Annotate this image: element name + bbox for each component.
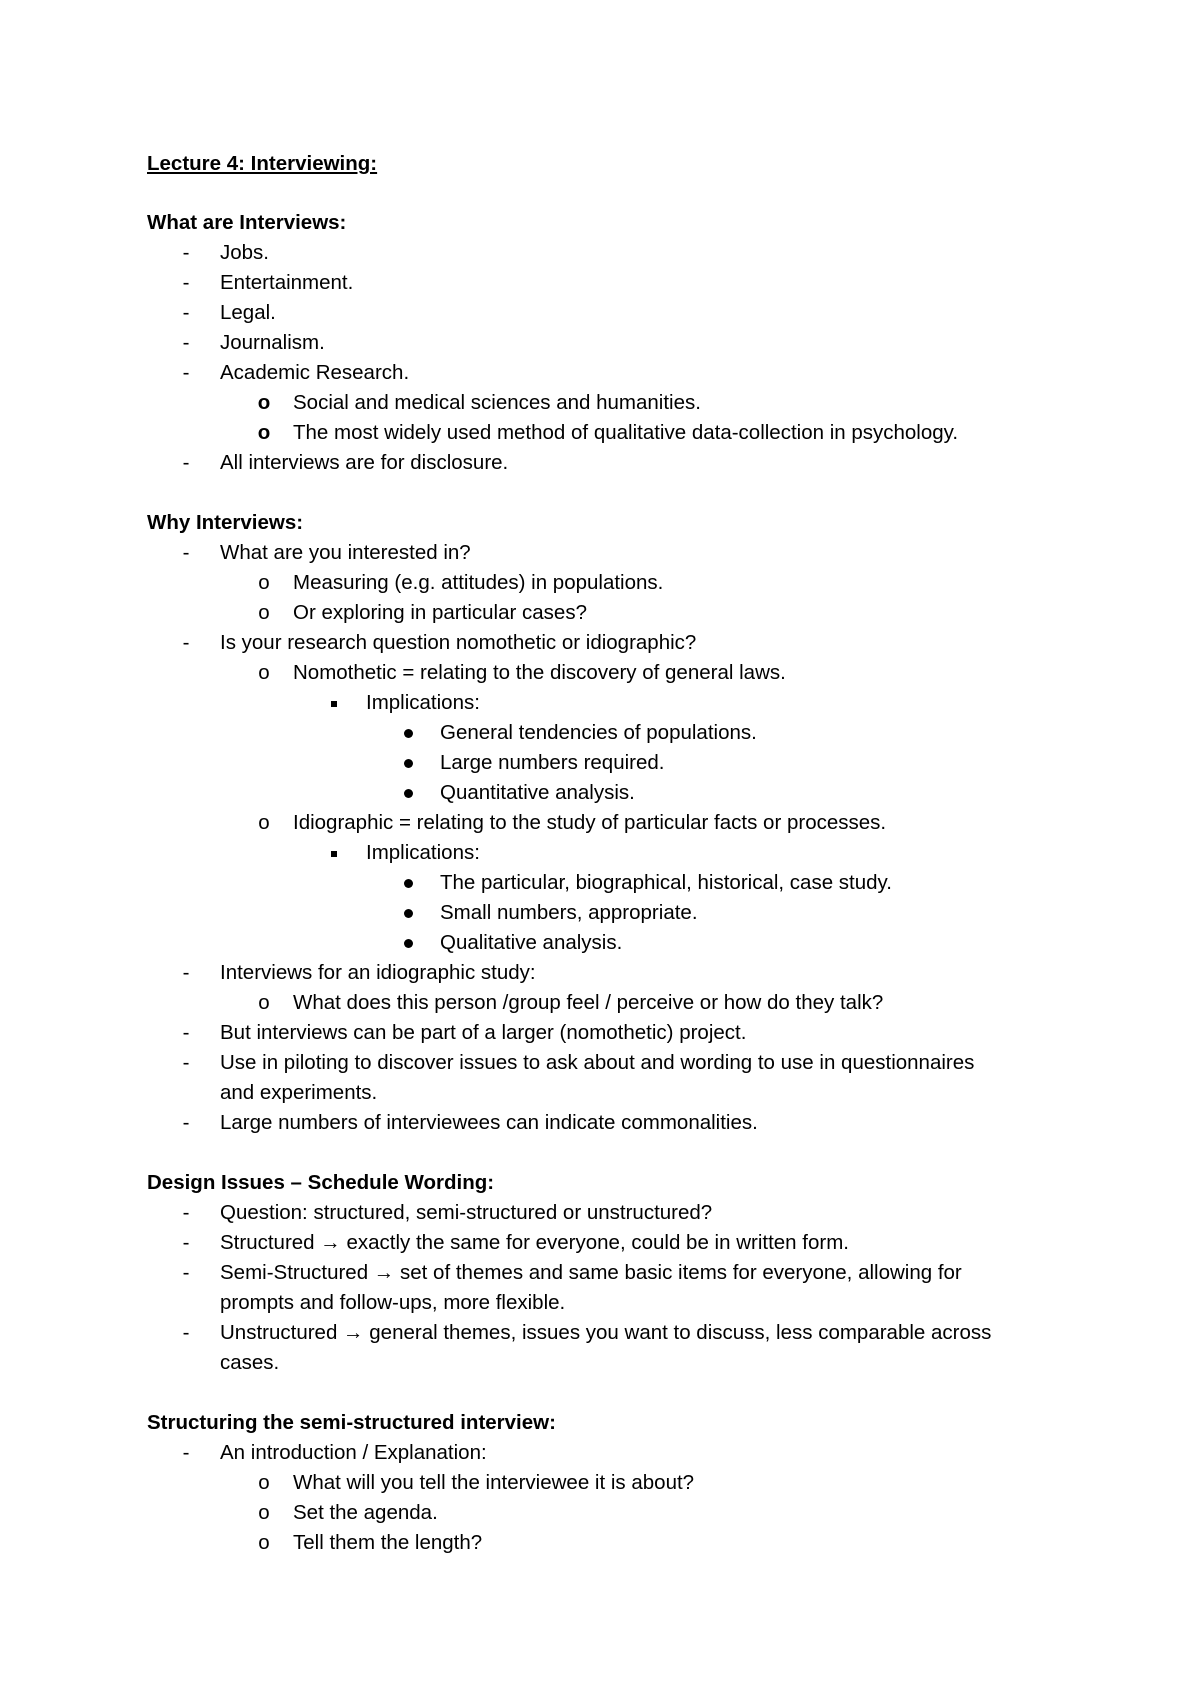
dash-bullet: - [182, 1261, 190, 1284]
dash-bullet: - [182, 271, 190, 294]
arrow-icon: → [314, 1231, 347, 1254]
circle-bullet: o [258, 811, 270, 834]
square-bullet-icon [331, 851, 337, 857]
arrow-icon: → [337, 1321, 370, 1344]
list-item-text: Interviews for an idiographic study: [220, 961, 536, 984]
section-heading: Why Interviews: [147, 511, 304, 534]
list-item-text: Social and medical sciences and humanities. [293, 391, 701, 414]
list-item-term: Structured [220, 1231, 315, 1254]
list-item-text: An introduction / Explanation: [220, 1441, 487, 1464]
dash-bullet: - [182, 1441, 190, 1464]
list-item-text: Academic Research. [220, 361, 410, 384]
dash-bullet: - [182, 301, 190, 324]
dash-bullet: - [182, 541, 190, 564]
list-item-text: Entertainment. [220, 271, 354, 294]
list-item-definition: general themes, issues you want to discuss, less comparable across [369, 1321, 992, 1344]
list-item-text: Legal. [220, 301, 276, 324]
section-heading: What are Interviews: [147, 211, 347, 234]
list-item-text: What are you interested in? [220, 541, 471, 564]
dash-bullet: - [182, 451, 190, 474]
square-bullet-icon [331, 701, 337, 707]
list-item-text: Jobs. [220, 241, 269, 264]
section-heading: Design Issues – Schedule Wording: [147, 1171, 495, 1194]
dash-bullet: - [182, 1051, 190, 1074]
list-item-text: But interviews can be part of a larger (nomothetic) project. [220, 1021, 747, 1044]
list-item-text: and experiments. [220, 1081, 378, 1104]
dot-bullet-icon [404, 879, 413, 888]
dot-bullet-icon [404, 729, 413, 738]
list-item-text: Measuring (e.g. attitudes) in populations. [293, 571, 664, 594]
list-item-text: Large numbers required. [440, 751, 665, 774]
list-item-text [220, 1261, 962, 1285]
dash-bullet: - [182, 1111, 190, 1134]
circle-bullet: o [258, 1471, 270, 1494]
list-item-text: Use in piloting to discover issues to ask about and wording to use in questionnaires [220, 1051, 975, 1074]
arrow-icon: → [368, 1261, 401, 1284]
dash-bullet: - [182, 961, 190, 984]
list-item-text [220, 1321, 991, 1345]
list-item-text: What does this person /group feel / perceive or how do they talk? [293, 991, 884, 1014]
dash-bullet: - [182, 1021, 190, 1044]
list-item-text: Large numbers of interviewees can indicate commonalities. [220, 1111, 758, 1134]
circle-bullet: o [258, 1531, 270, 1554]
list-item-text: prompts and follow-ups, more flexible. [220, 1291, 566, 1314]
section-heading: Structuring the semi-structured interview: [147, 1411, 556, 1434]
dash-bullet: - [182, 1321, 190, 1344]
circle-bullet: o [258, 661, 270, 684]
circle-bullet: o [257, 421, 271, 444]
list-item-text: Journalism. [220, 331, 325, 354]
list-item-definition: set of themes and same basic items for everyone, allowing for [400, 1261, 962, 1284]
document-title: Lecture 4: Interviewing: [147, 152, 378, 175]
list-item-text: Implications: [366, 691, 480, 714]
dash-bullet: - [182, 361, 190, 384]
list-item-text: General tendencies of populations. [440, 721, 757, 744]
dash-bullet: - [182, 241, 190, 264]
list-item-text: The particular, biographical, historical, case study. [440, 871, 892, 894]
list-item-text: Question: structured, semi-structured or unstructured? [220, 1201, 713, 1224]
list-item-definition: exactly the same for everyone, could be in written form. [346, 1231, 849, 1254]
dash-bullet: - [182, 1231, 190, 1254]
dash-bullet: - [182, 1201, 190, 1224]
circle-bullet: o [258, 1501, 270, 1524]
circle-bullet: o [258, 991, 270, 1014]
dash-bullet: - [182, 631, 190, 654]
list-item-text: Nomothetic = relating to the discovery of general laws. [293, 661, 786, 684]
list-item-text: Set the agenda. [293, 1501, 438, 1524]
list-item-text: cases. [220, 1351, 280, 1374]
list-item-text: Is your research question nomothetic or idiographic? [220, 631, 697, 654]
dash-bullet: - [182, 331, 190, 354]
circle-bullet: o [257, 391, 271, 414]
list-item-text: Implications: [366, 841, 480, 864]
list-item-text: Small numbers, appropriate. [440, 901, 698, 924]
list-item-text: Idiographic = relating to the study of particular facts or processes. [293, 811, 887, 834]
list-item-term: Semi-Structured [220, 1261, 369, 1284]
dot-bullet-icon [404, 789, 413, 798]
dot-bullet-icon [404, 939, 413, 948]
circle-bullet: o [258, 571, 270, 594]
list-item-text: The most widely used method of qualitative data-collection in psychology. [293, 421, 959, 444]
list-item-text: All interviews are for disclosure. [220, 451, 509, 474]
list-item-text: What will you tell the interviewee it is about? [293, 1471, 695, 1494]
list-item-term: Unstructured [220, 1321, 338, 1344]
dot-bullet-icon [404, 909, 413, 918]
list-item-text: Tell them the length? [293, 1531, 483, 1554]
circle-bullet: o [258, 601, 270, 624]
dot-bullet-icon [404, 759, 413, 768]
list-item-text: Qualitative analysis. [440, 931, 623, 954]
list-item-text [220, 1231, 849, 1255]
list-item-text: Or exploring in particular cases? [293, 601, 587, 624]
list-item-text: Quantitative analysis. [440, 781, 635, 804]
